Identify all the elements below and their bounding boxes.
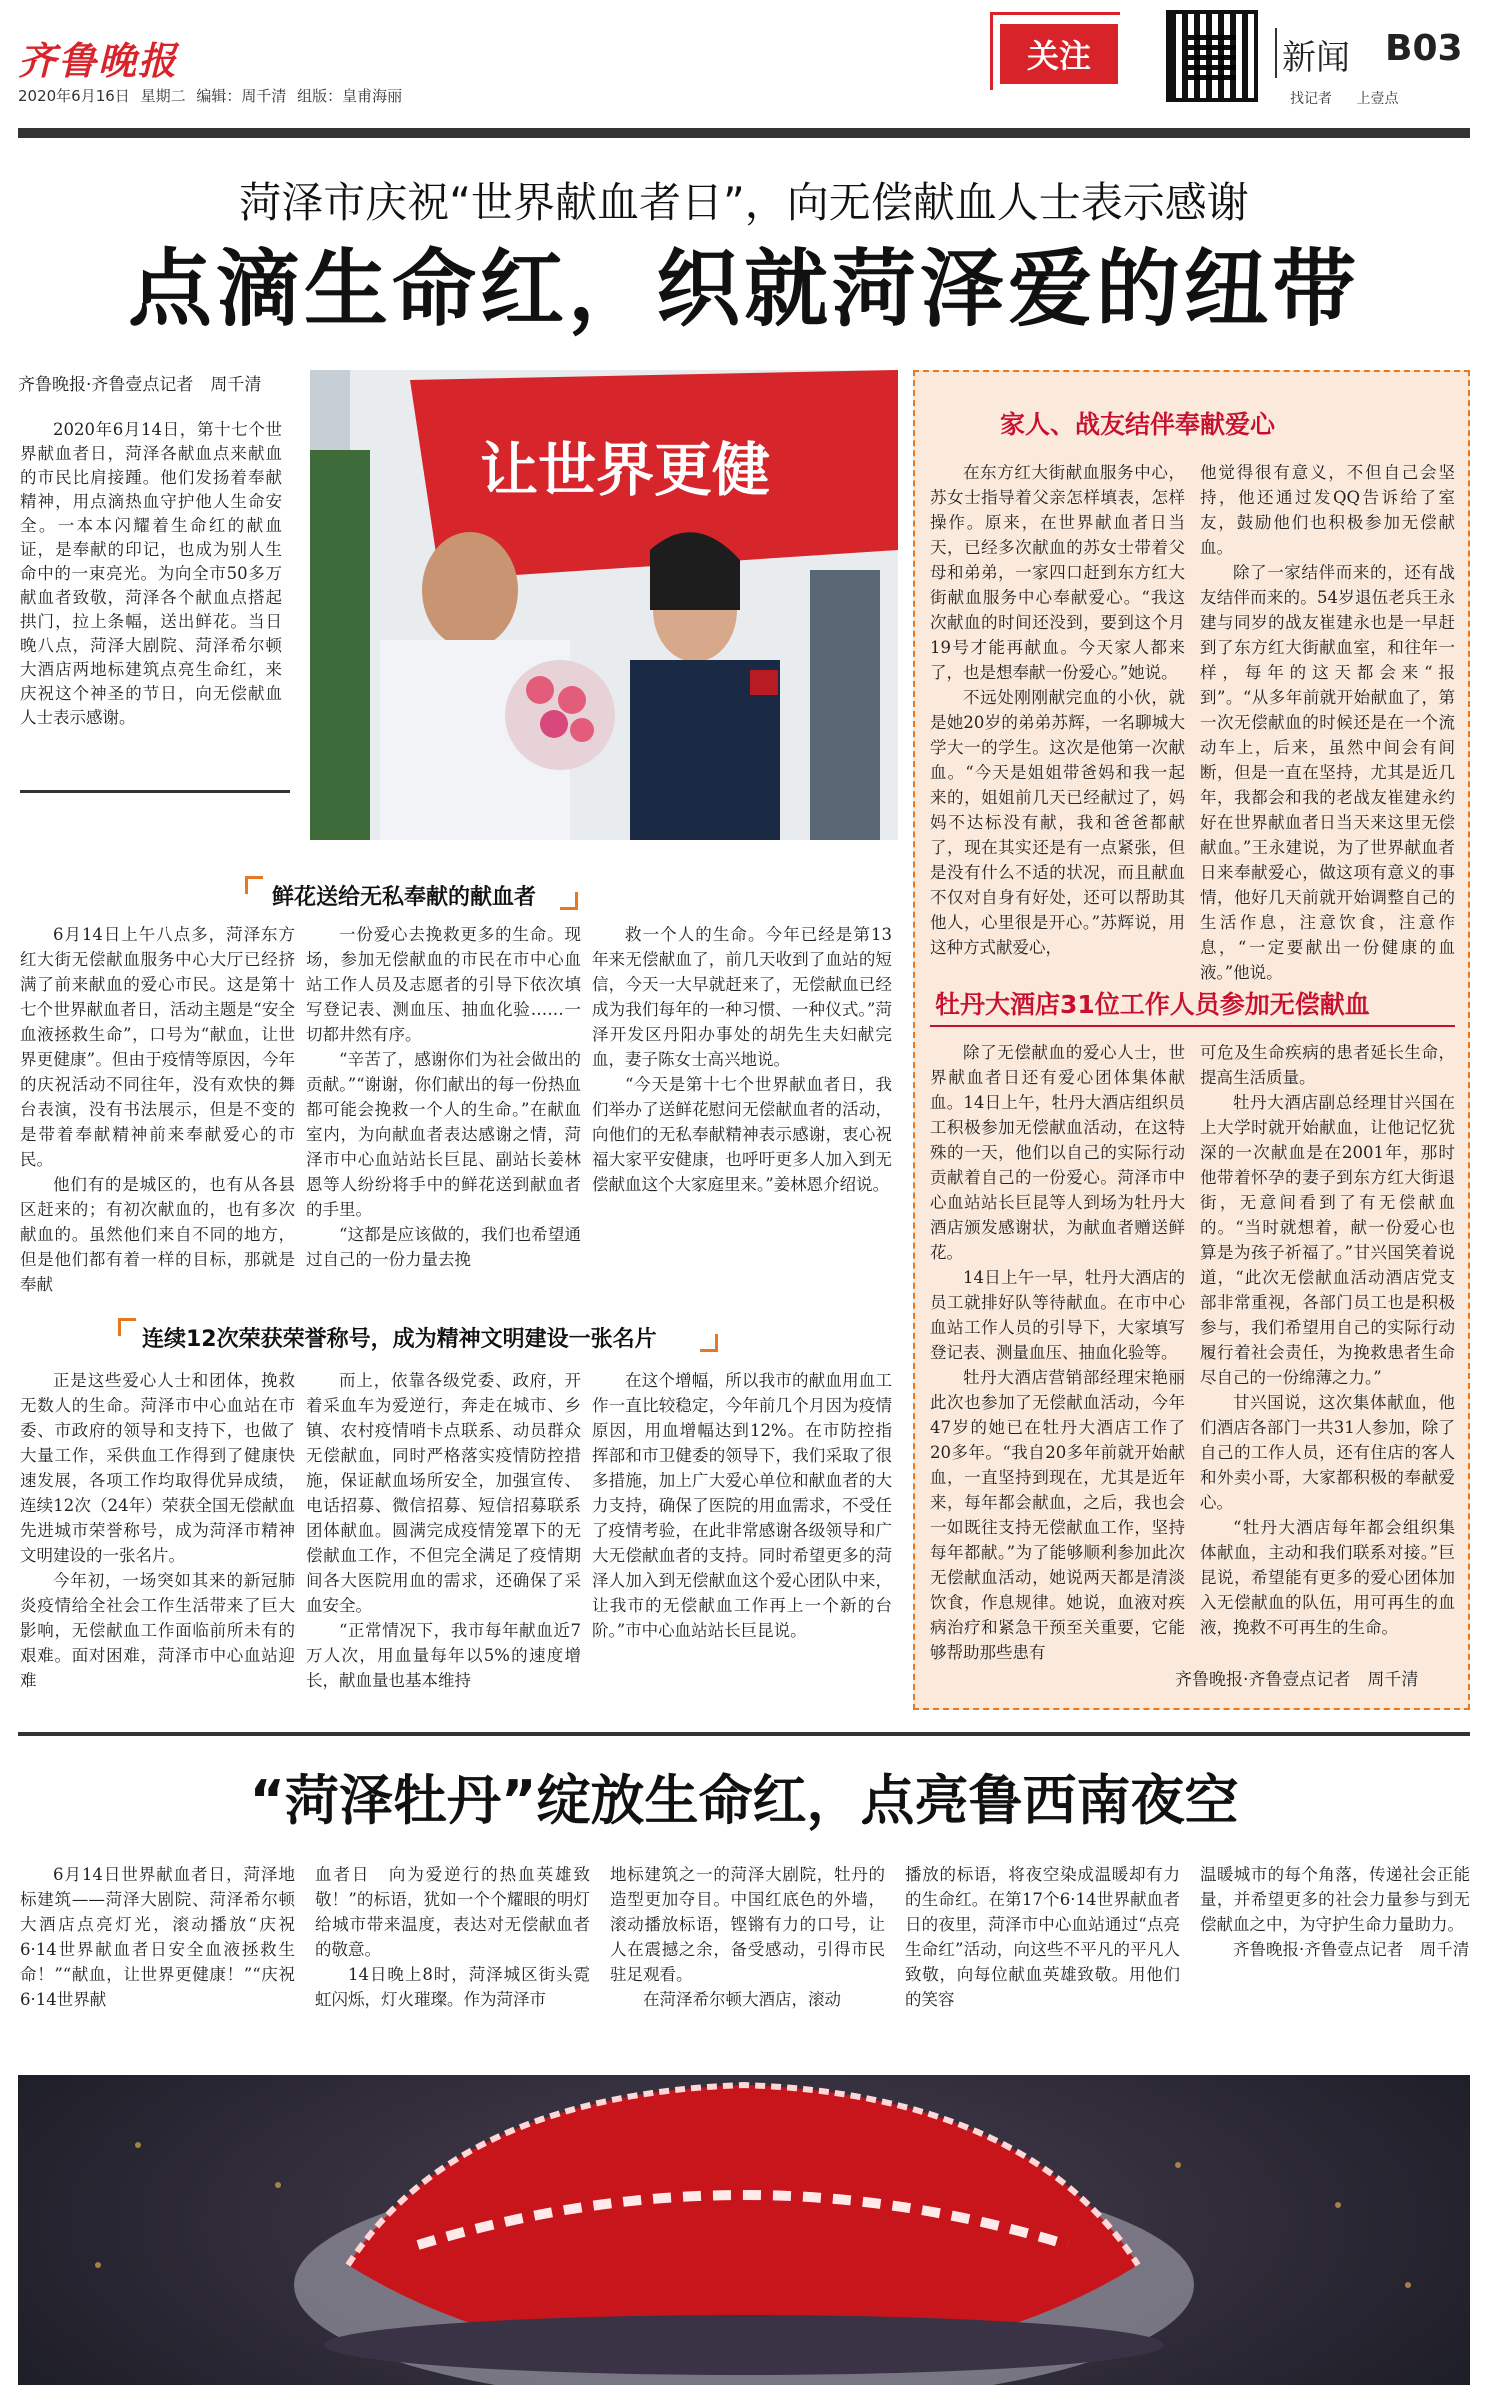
bottom-column-4 <box>905 1862 1180 2012</box>
paragraph: 6月14日上午八点多，菏泽东方红大街无偿献血服务中心大厅已经挤满了前来献血的爱心市民。这是第十七个世界献血者日，活动主题是“安全血液拯救生命”，口号为“献血，让世界更健康”。但由于疫情等原因，今年的庆祝活动不同往年，没有欢快的舞台表演，没有书法展示，但是不变的是带着奉献精神前来奉献爱心的市民。 <box>20 925 295 1169</box>
paragraph: 6月14日世界献血者日，菏泽地标建筑——菏泽大剧院、菏泽希尔顿大酒店点亮灯光，滚动播放“庆祝6·14世界献血者日安全血液拯救生命！”“献血，让世界更健康！”“庆祝6·14世界献 <box>20 1865 295 2009</box>
header-divider <box>1275 28 1277 78</box>
lead-rule <box>20 790 290 793</box>
top-rule <box>18 128 1470 138</box>
paragraph: 血者日 向为爱逆行的热血英雄致敬！”的标语，犹如一个个耀眼的明灯给城市带来温度，表达对无偿献血者的敬意。 <box>315 1865 590 1959</box>
paragraph: 14日上午一早，牡丹大酒店的员工就排好队等待献血。在市中心血站工作人员的引导下，大家填写登记表、测量血压、抽血化验等。 <box>930 1268 1185 1362</box>
article-headline: 点滴生命红，织就菏泽爱的纽带 <box>127 240 1360 338</box>
paragraph: 在东方红大街献血服务中心，苏女士指导着父亲怎样填表，怎样操作。原来，在世界献血者日当天，已经多次献血的苏女士带着父母和弟弟，一家四口赶到东方红大街献血服务中心奉献爱心。“我这次献血的时间还没到，要到这个月19号才能再献血。今天家人都来了，也是想奉献一份爱心。”她说。 <box>930 463 1185 682</box>
section2-column-1 <box>20 1368 295 1693</box>
paragraph: “牡丹大酒店每年都会组织集体献血，主动和我们联系对接。”巨昆说，希望能有更多的爱心团体加入无偿献血的队伍，用可再生的血液，挽救不可再生的生命。 <box>1200 1518 1455 1637</box>
page-number: B03 <box>1385 28 1463 69</box>
photo-banner-text: 让世界更健 <box>480 436 771 504</box>
paragraph: 他觉得很有意义，不但自己会坚持，他还通过发QQ告诉给了室友，鼓励他们也积极参加无偿献血。 <box>1200 463 1455 557</box>
section-tagline: 找记者 上壹点 <box>1290 91 1399 107</box>
sidebar-story1-column-2 <box>1200 460 1455 985</box>
sidebar-story2-column-2 <box>1200 1040 1455 1640</box>
bottom-column-2 <box>315 1862 590 2012</box>
paragraph: “今天是第十七个世界献血者日，我们举办了送鲜花慰问无偿献血者的活动，向他们的无私奉献精神表示感谢，衷心祝福大家平安健康，也呼吁更多人加入到无偿献血这个大家庭里来。”姜林恩介绍说。 <box>592 1075 892 1194</box>
paragraph: “辛苦了，感谢你们为社会做出的贡献。”“谢谢，你们献出的每一份热血都可能会挽救一个人的生命。”在献血室内，为向献血者表达感谢之情，菏泽市中心血站站长巨昆、副站长姜林恩等人纷纷将手中的鲜花送到献血者的手里。 <box>306 1050 581 1219</box>
bracket-decor <box>560 892 578 910</box>
paragraph: 一份爱心去挽救更多的生命。现场，参加无偿献血的市民在市中心血站工作人员及志愿者的引导下依次填写登记表、测血压、抽血化验……一切都井然有序。 <box>306 925 581 1044</box>
newspaper-logo: 齐鲁晚报 <box>18 38 179 83</box>
photo-flower-presentation <box>310 370 898 840</box>
sidebar-story1-column-1 <box>930 460 1185 960</box>
bottom-byline: 齐鲁晚报·齐鲁壹点记者 周千清 <box>1233 1940 1470 1959</box>
sidebar-title-2: 牡丹大酒店31位工作人员参加无偿献血 <box>935 990 1370 1019</box>
paragraph: 在这个增幅，所以我市的献血用血工作一直比较稳定，今年前几个月因为疫情原因，用血增幅达到12%。在市防控指挥部和市卫健委的领导下，我们采取了很多措施，加上广大爱心单位和献血者的大力支持，确保了医院的用血需求，不受任了疫情考验，在此非常感谢各级领导和广大无偿献血者的支持。同时希望更多的菏泽人加入到无偿献血这个爱心团队中来，让我市的无偿献血工作再上一个新的台阶。”市中心血站站长巨昆说。 <box>592 1371 892 1640</box>
paragraph: 正是这些爱心人士和团体，挽救无数人的生命。菏泽市中心血站在市委、市政府的领导和支持下，也做了大量工作，采供血工作得到了健康快速发展，各项工作均取得优异成绩，连续12次（24年）荣获全国无偿献血先进城市荣誉称号，成为菏泽市精神文明建设的一张名片。 <box>20 1371 295 1565</box>
paragraph: 救一个人的生命。今年已经是第13年来无偿献血了，前几天收到了血站的短信，今天一大早就赶来了，无偿献血已经成为我们每年的一种习惯、一种仪式。”菏泽开发区丹阳办事处的胡先生夫妇献完血，妻子陈女士高兴地说。 <box>592 925 892 1069</box>
section-name: 新闻 <box>1282 38 1350 78</box>
paragraph: 不远处刚刚献完血的小伙，就是她20岁的弟弟苏辉，一名聊城大学大一的学生。这次是他第一次献血。“今天是姐姐带爸妈和我一起来的，姐姐前几天已经献过了，妈妈不达标没有献，我和爸爸都献了，现在其实还是有一点紧张，但是没有什么不适的状况，而且献血不仅对自身有好处，还可以帮助其他人，心里很是开心。”苏辉说，用这种方式献爱心， <box>930 688 1185 957</box>
section1-title: 鲜花送给无私奉献的献血者 <box>272 885 537 910</box>
paragraph: 除了无偿献血的爱心人士，世界献血者日还有爱心团体集体献血。14日上午，牡丹大酒店组织员工积极参加无偿献血活动，在这特殊的一天，他们以自己的实际行动贡献着自己的一份爱心。菏泽市中心血站站长巨昆等人到场为牡丹大酒店颁发感谢状，为献血者赠送鲜花。 <box>930 1043 1185 1262</box>
paragraph: 牡丹大酒店副总经理甘兴国在上大学时就开始献血，让他记忆犹深的一次献血是在2001年，那时他带着怀孕的妻子到东方红大街退街，无意间看到了有无偿献血的。“当时就想着，献一份爱心也算是为孩子祈福了。”甘兴国笑着说道，“此次无偿献血活动酒店党支部非常重视，各部门员工也是积极参与，我们希望用自己的实际行动履行着社会责任，为挽救患者生命尽自己的一份绵薄之力。” <box>1200 1093 1455 1387</box>
paragraph: 14日晚上8时，菏泽城区街头霓虹闪烁，灯火璀璨。作为菏泽市 <box>315 1965 590 2009</box>
paragraph: “正常情况下，我市每年献血近7万人次，用血量每年以5%的速度增长，献血量也基本维持 <box>306 1621 581 1690</box>
paragraph: 他们有的是城区的，也有从各县区赶来的；有初次献血的，也有多次献血的。虽然他们来自不同的地方，但是他们都有着一样的目标，那就是奉献 <box>20 1175 295 1294</box>
paragraph: 温暖城市的每个角落，传递社会正能量，并希望更多的社会力量参与到无偿献血之中，为守护生命力量助力。 <box>1200 1865 1470 1934</box>
paragraph: 甘兴国说，这次集体献血，他们酒店各部门一共31人参加，除了自己的工作人员，还有住店的客人和外卖小哥，大家都积极的奉献爱心。 <box>1200 1393 1455 1512</box>
photo-illustration <box>310 370 898 840</box>
bottom-headline: “菏泽牡丹”绽放生命红，点亮鲁西南夜空 <box>249 1769 1239 1832</box>
paragraph: “这都是应该做的，我们也希望通过自己的一份力量去挽 <box>306 1225 581 1269</box>
follow-button[interactable]: 关注 <box>1000 24 1118 84</box>
section2-column-2 <box>306 1368 581 1693</box>
paragraph: 可危及生命疾病的患者延长生命，提高生活质量。 <box>1200 1043 1455 1087</box>
section1-column-1 <box>20 922 295 1297</box>
article-subhead: 菏泽市庆祝“世界献血者日”，向无偿献血人士表示感谢 <box>239 178 1249 227</box>
paragraph: 播放的标语，将夜空染成温暖却有力的生命红。在第17个6·14世界献血者日的夜里，菏泽市中心血站通过“点亮生命红”活动，向这些不平凡的平凡人致敬，向每位献血英雄致敬。用他们的笑容 <box>905 1865 1180 2009</box>
bottom-column-1 <box>20 1862 295 2012</box>
section2-title: 连续12次荣获荣誉称号，成为精神文明建设一张名片 <box>142 1327 657 1352</box>
article-lead: 2020年6月14日，第十七个世界献血者日，菏泽各献血点来献血的市民比肩接踵。他们发扬着奉献精神，用点滴热血守护他人生命安全。一本本闪耀着生命红的献血证，是奉献的印记，也成为别人生命中的一束亮光。为向全市50多万献血者致敬，菏泽各个献血点搭起拱门，拉上条幅，送出鲜花。当日晚八点，菏泽大剧院、菏泽希尔顿大酒店两地标建筑点亮生命红，来庆祝这个神圣的节日，向无偿献血人士表示感谢。 <box>20 420 282 727</box>
paragraph: 除了一家结伴而来的，还有战友结伴而来的。54岁退伍老兵王永建与同岁的战友崔建永也是一早赶到了东方红大街献血室，和往年一样，每年的这天都会来“报到”。“从多年前就开始献血了，第一次无偿献血的时候还是在一个流动车上，后来，虽然中间会有间断，但是一直在坚持，尤其是近几年，我都会和我的老战友崔建永约好在世界献血者日当天来这里无偿献血。”王永建说，为了世界献血者日来奉献爱心，做这项有意义的事情，他好几天前就开始调整自己的生活作息，注意饮食，注意作息，“一定要献出一份健康的血液。”他说。 <box>1200 563 1455 982</box>
sidebar-title-1: 家人、战友结伴奉献爱心 <box>1000 410 1276 439</box>
bottom-column-5 <box>1200 1862 1470 1962</box>
bracket-decor <box>118 1318 136 1336</box>
bottom-rule <box>18 1732 1470 1736</box>
sidebar-divider <box>930 1025 1455 1027</box>
section2-column-3 <box>592 1368 892 1643</box>
paragraph: 在菏泽希尔顿大酒店，滚动 <box>643 1990 841 2009</box>
sidebar-byline: 齐鲁晚报·齐鲁壹点记者 周千清 <box>1175 1670 1419 1690</box>
sidebar-story2-column-1 <box>930 1040 1185 1665</box>
paragraph: 而上，依靠各级党委、政府，开着采血车为爱逆行，奔走在城市、乡镇、农村疫情哨卡点联系、动员群众无偿献血，同时严格落实疫情防控措施，保证献血场所安全，加强宣传、电话招募、微信招募、短信招募联系团体献血。圆满完成疫情笼罩下的无偿献血工作，不但完全满足了疫情期间各大医院用血的需求，还确保了采血安全。 <box>306 1371 581 1615</box>
article-byline: 齐鲁晚报·齐鲁壹点记者 周千清 <box>18 375 262 395</box>
dateline: 2020年6月16日 星期二 编辑：周千清 组版：皇甫海丽 <box>18 87 403 105</box>
bottom-column-3 <box>610 1862 885 2012</box>
bracket-decor <box>700 1334 718 1352</box>
section1-column-3 <box>592 922 892 1197</box>
qr-code-icon <box>1166 10 1258 102</box>
paragraph: 今年初，一场突如其来的新冠肺炎疫情给全社会工作生活带来了巨大影响，无偿献血工作面临前所未有的艰难。面对困难，菏泽市中心血站迎难 <box>20 1571 295 1690</box>
bracket-decor <box>245 876 263 894</box>
paragraph: 牡丹大酒店营销部经理宋艳丽此次也参加了无偿献血活动，今年47岁的她已在牡丹大酒店工作了20多年。“我自20多年前就开始献血，一直坚持到现在，尤其是近年来，每年都会献血，之后，我也会一如既往支持无偿献血工作，坚持每年都献。”为了能够顺利参加此次无偿献血活动，她说两天都是清淡饮食，作息规律。她说，血液对疾病治疗和紧急干预至关重要，它能够帮助那些患有 <box>930 1368 1185 1662</box>
section1-column-2 <box>306 922 581 1272</box>
paragraph: 地标建筑之一的菏泽大剧院，牡丹的造型更加夺目。中国红底色的外墙，滚动播放标语，铿锵有力的口号，让人在震撼之余，备受感动，引得市民驻足观看。 <box>610 1865 885 1984</box>
